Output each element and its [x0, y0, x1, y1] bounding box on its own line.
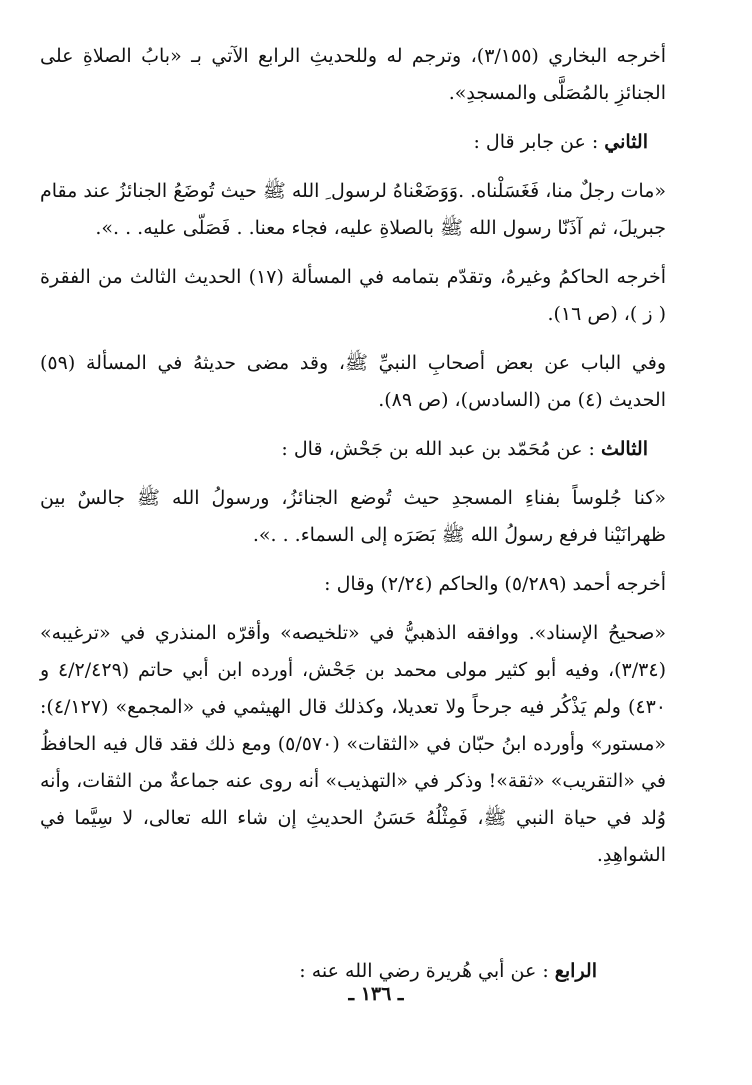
section-heading-second: [40, 124, 666, 161]
page-body: [40, 38, 666, 888]
page-number: ـ ١٣٦ ـ: [348, 983, 404, 1005]
section-label-fourth: الرابع: [554, 960, 597, 982]
section-intro-fourth: : عن أبي هُريرة رضي الله عنه :: [299, 960, 555, 982]
paragraph-bukhari: أخرجه البخاري (٣/١٥٥)، وترجم له وللحديثِ الرابع الآتي بـ «بابُ الصلاةِ على الجنائزِ بالمُصَلَّى والمسجدِ».: [40, 45, 666, 104]
paragraph-hakim: أخرجه الحاكمُ وغيرهُ، وتقدّم بتمامه في المسألة (١٧) الحديث الثالث من الفقرة ( ز )، (ص ١٦).: [40, 266, 666, 325]
paragraph-ahmad: أخرجه أحمد (٥/٢٨٩) والحاكم (٢/٢٤) وقال :: [324, 573, 666, 595]
section-label-second: الثاني: [604, 131, 648, 153]
section-intro-third: : عن مُحَمّد بن عبد الله بن جَحْش، قال :: [281, 438, 601, 460]
section-heading-third: [40, 431, 666, 468]
paragraph-isnad: «صحيحُ الإسناد». ووافقه الذهبيُّ في «تلخيصه» وأقرّه المنذري في «ترغيبه» (٣/٣٤)، وفيه أبو كثير مولى محمد بن جَحْش، أورده ابن أبي حاتم (٤/٢/٤٢٩ و ٤٣٠) ولم يَذْكُر فيه جرحاً ولا تعديلا، وكذلك قال الهيثمي في «المجمع» (٤/١٢٧): «مستور» وأورده ابنُ حبّان في «الثقات» (٥/٥٧٠) ومع ذلك فقد قال فيه الحافظُ في «التقريب» «ثقة»! وذكر في «التهذيب» أنه روى عنه جماعةٌ من الثقات، وأنه وُلد في حياة النبي ﷺ، فَمِثْلُهُ حَسَنُ الحديثِ إن شاء الله تعالى، لا سِيَّما في الشواهِدِ.: [40, 622, 666, 866]
hadith-text-jahsh: «كنا جُلوساً بفناءِ المسجدِ حيث تُوضع الجنائزُ، ورسولُ الله ﷺ جالسٌ بين ظهرانَيْنا فرفع رسولُ الله ﷺ بَصَرَه إلى السماء. . .».: [40, 487, 666, 546]
section-label-third: الثالث: [600, 438, 648, 460]
section-intro-second: : عن جابر قال :: [473, 131, 605, 153]
hadith-text-jabir: «مات رجلٌ منا، فَغَسَلْناه. .وَوَضَعْناهُ لرسول ِ الله ﷺ حيث تُوضَعُ الجنائزُ عند مقام جبريلَ، ثم آذَنّا رسول الله ﷺ بالصلاةِ عليه، فجاء معنا. . فَصَلّى عليه. . .».: [40, 180, 666, 239]
paragraph-companions: وفي الباب عن بعض أصحابِ النبيِّ ﷺ، وقد مضى حديثهُ في المسألة (٥٩) الحديث (٤) من (السادس)، (ص ٨٩).: [40, 352, 666, 411]
